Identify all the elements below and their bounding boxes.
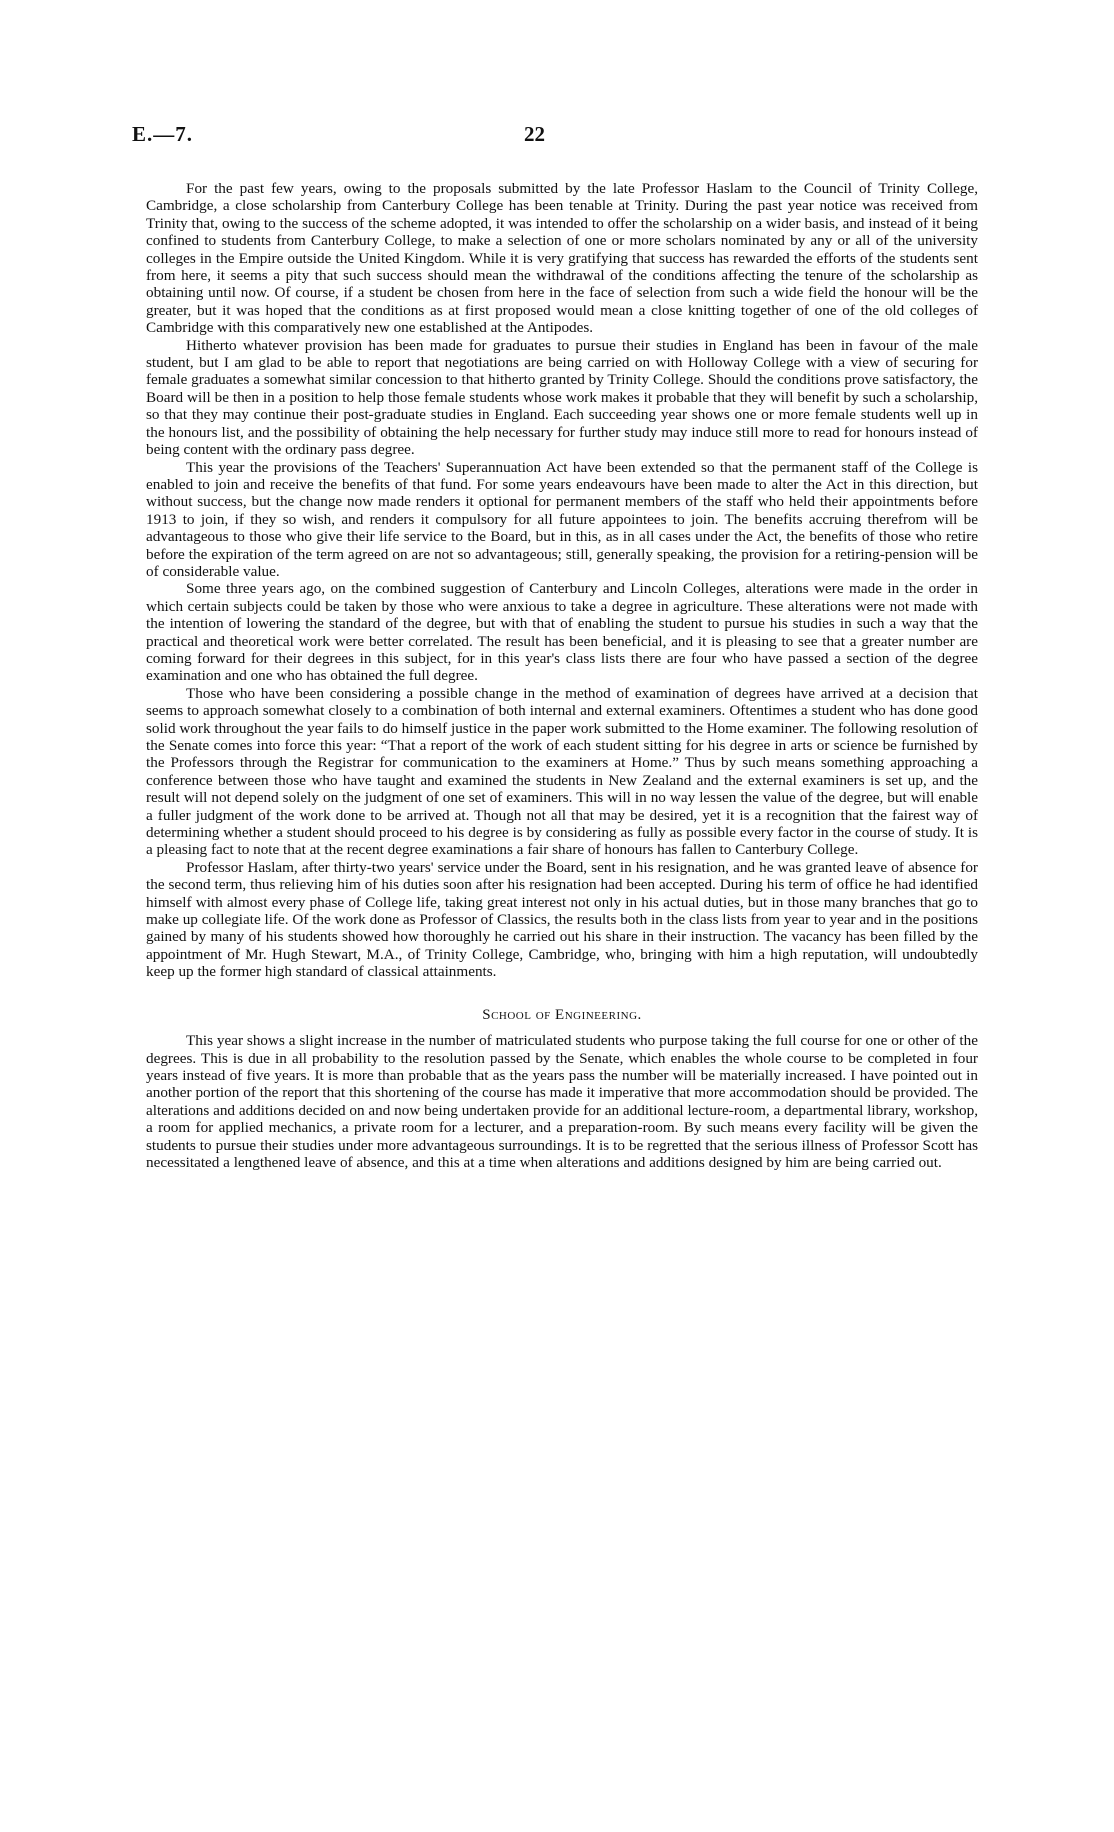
body-text bbox=[146, 180, 978, 1171]
page-number: 22 bbox=[524, 122, 545, 146]
paragraph-trinity-scholarship: For the past few years, owing to the proposals submitted by the late Professor Haslam to the Council of Trinity College, Cambridge, a close scholarship from Canterbury College has been tenable at Trinity. During the past year notice was received from Trinity that, owing to the success of the scheme adopted, it was intended to offer the scholarship on a wider basis, and instead of it being confined to students from Canterbury College, to make a selection of one or more scholars nominated by any or all of the university colleges in the Empire outside the United Kingdom. While it is very gratifying that success has rewarded the efforts of the students sent from here, it seems a pity that such success should mean the withdrawal of the conditions affecting the tenure of the scholarship as obtaining until now. Of course, if a student be chosen from here in the face of selection from such a wide field the honour will be the greater, but it was hoped that the conditions as at first proposed would mean a close knitting together of one of the old colleges of Cambridge with this comparatively new one established at the Antipodes. bbox=[146, 180, 978, 337]
paragraph-agriculture-degree: Some three years ago, on the combined suggestion of Canterbury and Lincoln Colleges, alterations were made in the order in which certain subjects could be taken by those who were anxious to take a degree in agriculture. These alterations were not made with the intention of lowering the standard of the degree, but with that of enabling the student to pursue his studies in such a way that the practical and theoretical work were better correlated. The result has been beneficial, and it is pleasing to see that a greater number are coming forward for their degrees in this subject, for in this year's class lists there are four who have passed a section of the degree examination and one who has obtained the full degree. bbox=[146, 580, 978, 685]
paragraph-examination-method: Those who have been considering a possible change in the method of examination of degrees have arrived at a decision that seems to approach somewhat closely to a combination of both internal and external examiners. Oftentimes a student who has done good solid work throughout the year fails to do himself justice in the paper work submitted to the Home examiner. The following resolution of the Senate comes into force this year: “That a report of the work of each student sitting for his degree in arts or science be furnished by the Professors through the Registrar for communication to the examiners at Home.” Thus by such means something approaching a conference between those who have taught and examined the students in New Zealand and the external examiners is set up, and the result will not depend solely on the judgment of one set of examiners. This will in no way lessen the value of the degree, but will enable a fuller judgment of the work done to be arrived at. Though not all that may be desired, yet it is a recognition that the fairest way of determining whether a student should proceed to his degree is by considering as fully as possible every factor in the course of study. It is a pleasing fact to note that at the recent degree examinations a fair share of honours has fallen to Canterbury College. bbox=[146, 684, 978, 859]
paragraph-engineering: This year shows a slight increase in the number of matriculated students who purpose taking the full course for one or other of the degrees. This is due in all probability to the resolution passed by the Senate, which enables the whole course to be completed in four years instead of five years. It is more than probable that as the years pass the number will be materially increased. I have pointed out in another portion of the report that this shortening of the course has made it imperative that more accommodation should be provided. The alterations and additions decided on and now being undertaken provide for an additional lecture-room, a departmental library, workshop, a room for applied mechanics, a private room for a lecturer, and a preparation-room. By such means every facility will be given the students to pursue their studies under more advantageous surroundings. It is to be regretted that the serious illness of Professor Scott has necessitated a lengthened leave of absence, and this at a time when alterations and additions designed by him are being carried out. bbox=[146, 1032, 978, 1171]
page-header bbox=[132, 122, 982, 152]
paragraph-superannuation-act: This year the provisions of the Teachers' Superannuation Act have been extended so that the permanent staff of the College is enabled to join and receive the benefits of that fund. For some years endeavours have been made to alter the Act in this direction, but without success, but the change now made renders it optional for permanent members of the staff who held their appointments before 1913 to join, if they so wish, and renders it compulsory for all future appointees to join. The benefits accruing therefrom will be advantageous to those who give their life service to the Board, but in this, as in all cases under the Act, the benefits of those who retire before the expiration of the term agreed on are not so advantageous; still, generally speaking, the provision for a retiring-pension will be of considerable value. bbox=[146, 458, 978, 580]
document-reference: E.—7. bbox=[132, 122, 194, 146]
paragraph-holloway-college: Hitherto whatever provision has been made for graduates to pursue their studies in England has been in favour of the male student, but I am glad to be able to report that negotiations are being carried on with Holloway College with a view of securing for female graduates a somewhat similar concession to that hitherto granted by Trinity College. Should the conditions prove satisfactory, the Board will be then in a position to help those female students whose work makes it probable that they will benefit by such a scholarship, so that they may continue their post-graduate studies in England. Each succeeding year shows one or more female students well up in the honours list, and the possibility of obtaining the help necessary for further study may induce still more to read for honours instead of being content with the ordinary pass degree. bbox=[146, 336, 978, 459]
paragraph-professor-haslam: Professor Haslam, after thirty-two years' service under the Board, sent in his resignation, and he was granted leave of absence for the second term, thus relieving him of his duties soon after his resignation had been accepted. During his term of office he had identified himself with almost every phase of College life, taking great interest not only in his actual duties, but in those many branches that go to make up collegiate life. Of the work done as Professor of Classics, the results both in the class lists from year to year and in the positions gained by many of his students showed how thoroughly he carried out his share in their instruction. The vacancy has been filled by the appointment of Mr. Hugh Stewart, M.A., of Trinity College, Cambridge, who, bringing with him a high reputation, will undoubtedly keep up the former high standard of classical attainments. bbox=[146, 858, 978, 981]
section-heading-engineering: School of Engineering. bbox=[482, 1006, 642, 1023]
